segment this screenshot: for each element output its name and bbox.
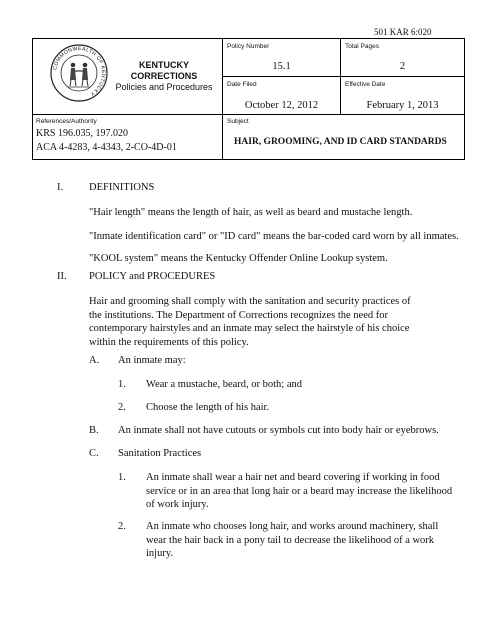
c1-line: An inmate shall wear a hair net and beard covering if working in food	[146, 472, 440, 483]
header-divider-mid	[222, 76, 465, 77]
policy-number-value: 15.1	[272, 61, 291, 72]
item-a1-text: Wear a mustache, beard, or both; and	[146, 379, 303, 390]
section-2-title: POLICY and PROCEDURES	[89, 271, 216, 282]
policy-number-label: Policy Number	[227, 43, 270, 50]
intro-line: the institutions. The Department of Corrections recognizes the need for	[89, 309, 388, 321]
intro-line: contemporary hairstyles and an inmate may select the hairstyle of his choice	[89, 323, 410, 334]
section-1-number: I.	[57, 182, 64, 193]
item-a1-number: 1.	[118, 379, 126, 390]
date-filed-label: Date Filed	[227, 81, 257, 88]
agency-name-block	[108, 60, 220, 93]
section-1-title: DEFINITIONS	[89, 182, 155, 193]
item-c2-paragraph	[146, 520, 464, 561]
definition-hair-length: "Hair length" means the length of hair, as well as beard and mustache length.	[89, 207, 413, 218]
item-c-text: Sanitation Practices	[118, 448, 202, 459]
references-line-1: KRS 196.035, 197.020	[36, 128, 128, 139]
c1-line: service or in an area that long hair or a beard may increase the likelihood	[146, 485, 453, 497]
header-divider-lower	[32, 114, 465, 115]
intro-line: within the requirements of this policy.	[89, 336, 249, 348]
agency-state: KENTUCKY	[138, 60, 189, 70]
kentucky-seal	[50, 44, 108, 102]
header-border-left	[32, 38, 33, 160]
item-c1-paragraph	[146, 471, 464, 512]
effective-date-value: February 1, 2013	[366, 100, 439, 111]
header-border-top	[32, 38, 465, 39]
definition-kool-system: "KOOL system" means the Kentucky Offender Online Lookup system.	[89, 253, 388, 264]
item-a-letter: A.	[89, 355, 100, 366]
c2-line: injury.	[146, 548, 174, 559]
section-2-number: II.	[57, 271, 67, 282]
c2-line: wear the hair back in a pony tail to decrease the likelihood of a work	[146, 534, 435, 546]
header-border-right	[464, 38, 465, 160]
subject-value: HAIR, GROOMING, AND ID CARD STANDARDS	[234, 137, 447, 147]
item-b-letter: B.	[89, 425, 99, 436]
header-divider-vertical	[222, 38, 223, 160]
total-pages-label: Total Pages	[345, 43, 379, 50]
svg-text:COMMONWEALTH OF KENTUCKY: COMMONWEALTH OF KENTUCKY	[52, 45, 107, 97]
regulation-code: 501 KAR 6:020	[374, 27, 432, 37]
agency-subtitle: Policies and Procedures	[115, 82, 213, 92]
item-a-text: An inmate may:	[118, 355, 186, 366]
item-b-text: An inmate shall not have cutouts or symbols cut into body hair or eyebrows.	[118, 425, 439, 436]
definition-id-card: "Inmate identification card" or "ID card" means the bar-coded card worn by all inmates.	[89, 231, 459, 242]
c1-line: of work injury.	[146, 499, 209, 510]
item-a2-text: Choose the length of his hair.	[146, 402, 270, 413]
item-c2-number: 2.	[118, 521, 126, 532]
references-label: References/Authority	[36, 118, 97, 125]
item-a2-number: 2.	[118, 402, 126, 413]
intro-line: Hair and grooming shall comply with the sanitation and security practices of	[89, 296, 411, 307]
policy-intro-paragraph	[89, 295, 449, 349]
item-c1-number: 1.	[118, 472, 126, 483]
date-filed-value: October 12, 2012	[244, 100, 319, 111]
item-c-letter: C.	[89, 448, 99, 459]
c2-line: An inmate who chooses long hair, and works around machinery, shall	[146, 521, 439, 532]
references-line-2: ACA 4-4283, 4-4343, 2-CO-4D-01	[36, 142, 177, 153]
header-border-bottom	[32, 159, 465, 160]
total-pages-value: 2	[399, 61, 406, 72]
subject-label: Subject	[227, 118, 249, 125]
agency-department: CORRECTIONS	[130, 71, 198, 81]
effective-date-label: Effective Date	[345, 81, 386, 88]
